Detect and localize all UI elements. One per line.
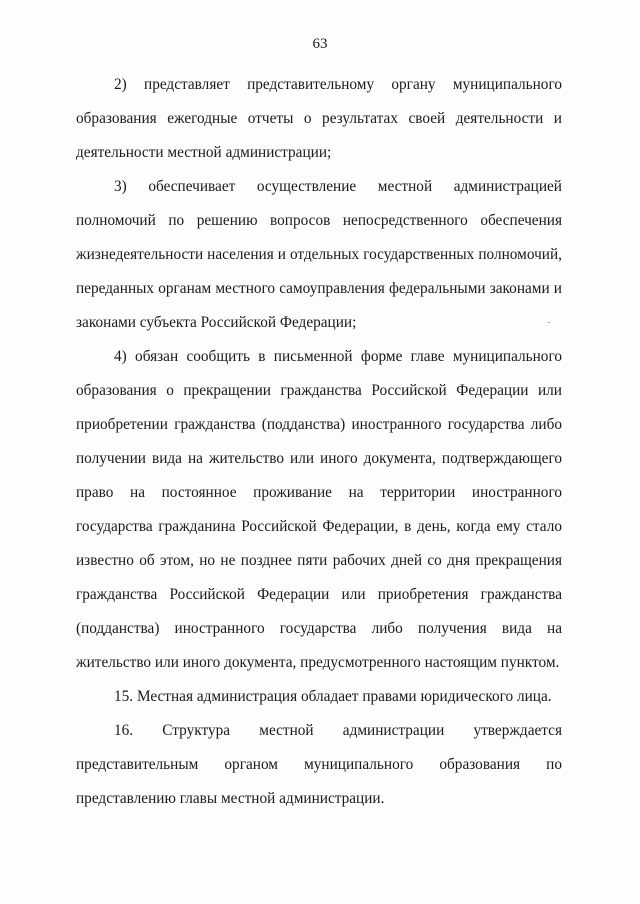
paragraph-item-2: 2) представляет представительному органу муниципального образования ежегодные отчеты о результатах своей деятельности и деятельности местной администрации; <box>76 76 562 161</box>
paragraph-item-3: 3) обеспечивает осуществление местной администрацией полномочий по решению вопросов непосредственного обеспечения жизнедеятельности населения и отдельных государственных полномочий, переданных органам местного самоуправления федеральными законами и законами субъекта Российской Федерации; <box>76 178 562 331</box>
page-number: 63 <box>312 36 328 52</box>
paragraph-clause-16: 16. Структура местной администрации утверждается представительным органом муниципального образования по представлению главы местной администрации. <box>76 722 562 807</box>
scan-speck <box>548 322 550 323</box>
document-body <box>76 68 562 816</box>
paragraph-item-4: 4) обязан сообщить в письменной форме главе муниципального образования о прекращении гражданства Российской Федерации или приобретении гражданства (подданства) иностранного государства либо получении вида на жительство или иного документа, подтверждающего право на постоянное проживание на территории иностранного государства гражданина Российской Федерации, в день, когда ему стало известно об этом, но не позднее пяти рабочих дней со дня прекращения гражданства Российской Федерации или приобретения гражданства (подданства) иностранного государства либо получения вида на жительство или иного документа, предусмотренного настоящим пунктом. <box>76 348 562 671</box>
paragraph-clause-15: 15. Местная администрация обладает правами юридического лица. <box>114 688 552 705</box>
